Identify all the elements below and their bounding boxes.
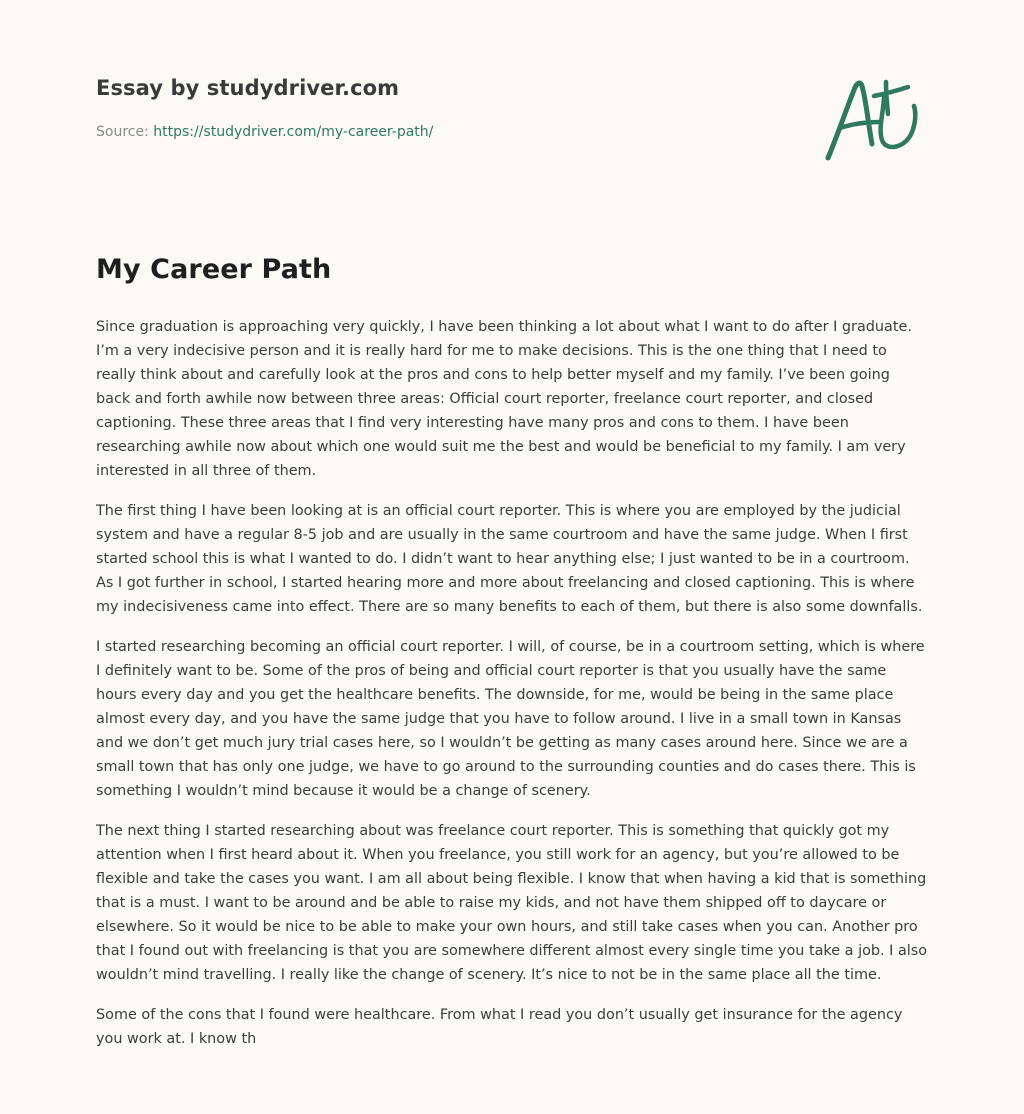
source-line (96, 124, 433, 140)
essay-paragraph: The first thing I have been looking at is an official court reporter. This is where you are employed by the judicial system and have a regular 8-5 job and are usually in the same courtroom and have the same judge. When I first started school this is what I wanted to do. I didn’t want to hear anything else; I just wanted to be in a courtroom. As I got further in school, I started hearing more and more about freelancing and closed captioning. This is where my indecisiveness came into effect. There are so many benefits to each of them, but there is also some downfalls. (96, 503, 923, 615)
source-link[interactable]: https://studydriver.com/my-career-path/ (153, 124, 434, 140)
brand-title: Essay by studydriver.com (96, 76, 400, 100)
source-label: Source: (96, 124, 149, 140)
essay-body (96, 315, 928, 1067)
essay-paragraph: Some of the cons that I found were healthcare. From what I read you don’t usually get insurance for the agency you work at. I know th (96, 1007, 903, 1047)
essay-paragraph: Since graduation is approaching very quickly, I have been thinking a lot about what I want to do after I graduate. I’m a very indecisive person and it is really hard for me to make decisions. This is the one thing that I need to really think about and carefully look at the pros and cons to help better myself and my family. I’ve been going back and forth awhile now between three areas: Official court reporter, freelance court reporter, and closed captioning. These three areas that I find very interesting have many pros and cons to them. I have been researching awhile now about which one would suit me the best and would be beneficial to my family. I am very interested in all three of them. (96, 319, 912, 479)
essay-title: My Career Path (96, 254, 332, 285)
a-plus-logo-icon (822, 66, 926, 166)
essay-paragraph: I started researching becoming an official court reporter. I will, of course, be in a courtroom setting, which is where I definitely want to be. Some of the pros of being and official court reporter is that you usually have the same hours every day and you get the healthcare benefits. The downside, for me, would be being in the same place almost every day, and you have the same judge that you have to follow around. I live in a small town in Kansas and we don’t get much jury trial cases here, so I wouldn’t be getting as many cases around here. Since we are a small town that has only one judge, we have to go around to the surrounding counties and do cases there. This is something I wouldn’t mind because it would be a change of scenery. (96, 639, 925, 799)
essay-paragraph: The next thing I started researching about was freelance court reporter. This is something that quickly got my attention when I first heard about it. When you freelance, you still work for an agency, but you’re allowed to be flexible and take the cases you want. I am all about being flexible. I know that when having a kid that is something that is a must. I want to be around and be able to raise my kids, and not have them shipped off to daycare or elsewhere. So it would be nice to be able to make your own hours, and still take cases when you can. Another pro that I found out with freelancing is that you are somewhere different almost every single time you take a job. I also wouldn’t mind travelling. I really like the change of scenery. It’s nice to not be in the same place all the time. (96, 823, 928, 983)
